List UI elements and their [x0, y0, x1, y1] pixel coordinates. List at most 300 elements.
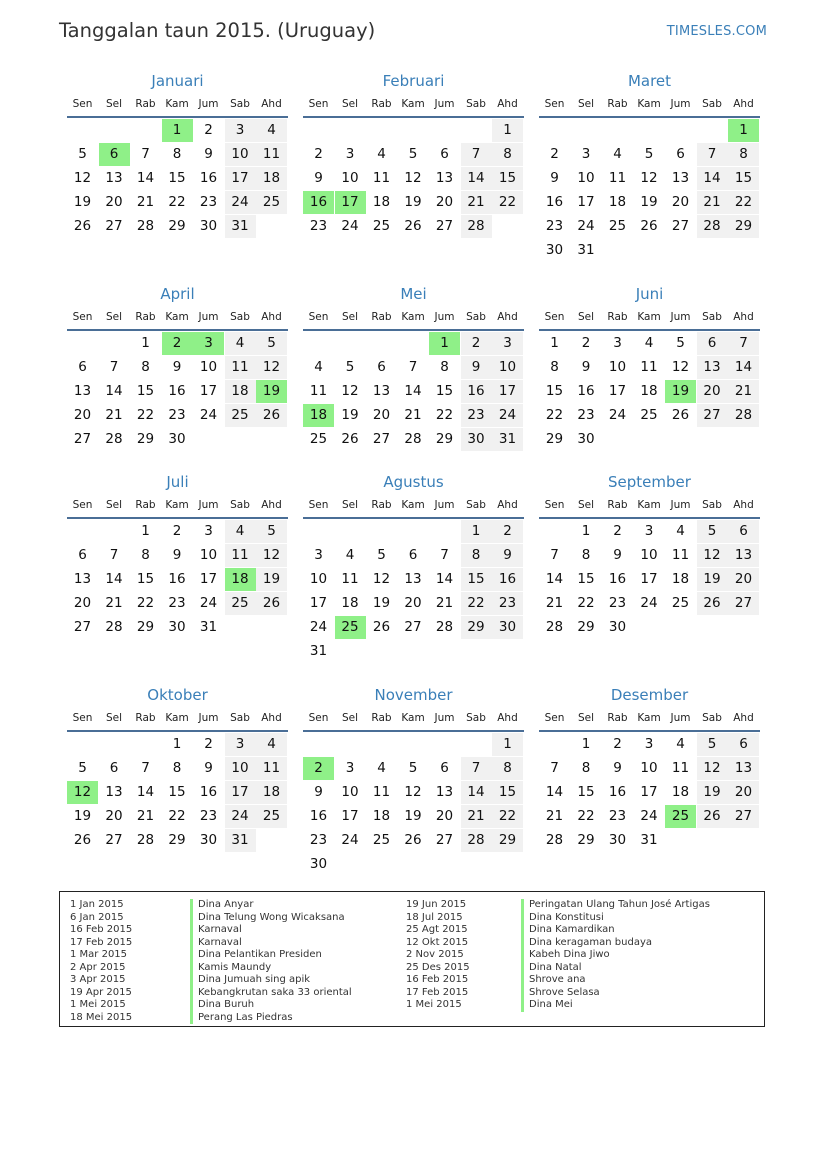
day-cell: 6 [676, 146, 685, 162]
month-header-rule [303, 329, 524, 331]
day-cell: 16 [608, 784, 627, 800]
weekday-label: Jum [434, 499, 455, 511]
day-cell: 18 [671, 784, 690, 800]
day-cell: 23 [168, 407, 186, 423]
day-cell: 31 [199, 619, 218, 635]
day-cell: 13 [697, 356, 728, 379]
day-cell: 13 [728, 544, 759, 567]
day-cell: 14 [461, 167, 492, 190]
day-cell: 31 [577, 242, 595, 258]
day-cell: 29 [435, 431, 454, 447]
day-cell: 26 [697, 805, 728, 828]
day-cell: 20 [372, 407, 391, 423]
month-title: Oktober [147, 686, 208, 704]
day-cell: 2 [314, 146, 323, 162]
weekday-label: Sab [230, 311, 250, 323]
day-cell: 15 [168, 170, 186, 186]
weekday-label: Sen [72, 311, 93, 323]
day-cell: 4 [314, 359, 323, 375]
day-cell: 31 [225, 829, 256, 852]
day-cell: 14 [545, 571, 564, 587]
day-cell: 10 [225, 757, 256, 780]
holiday-day-cell: 19 [256, 380, 287, 403]
day-cell: 20 [435, 808, 454, 824]
day-cell: 12 [256, 544, 287, 567]
day-cell: 27 [671, 218, 690, 234]
day-cell: 28 [728, 404, 759, 427]
day-cell: 21 [136, 194, 155, 210]
day-cell: 13 [73, 571, 92, 587]
legend-date: 16 Feb 2015 [70, 924, 133, 935]
day-cell: 2 [204, 736, 213, 752]
weekday-label: Sen [72, 712, 93, 724]
day-cell: 24 [225, 191, 256, 214]
legend-holiday-name: Dina Anyar [198, 899, 254, 910]
day-cell: 27 [404, 619, 422, 635]
day-cell: 24 [640, 808, 658, 824]
day-cell: 9 [613, 760, 622, 776]
day-cell: 2 [550, 146, 559, 162]
day-cell: 30 [168, 431, 186, 447]
day-cell: 10 [341, 170, 359, 186]
day-cell: 17 [577, 194, 595, 210]
legend-holiday-name: Kebangkrutan saka 33 oriental [198, 986, 352, 998]
day-cell: 25 [225, 592, 256, 615]
day-cell: 24 [225, 805, 256, 828]
weekday-label: Sab [466, 311, 486, 323]
day-cell: 16 [168, 383, 186, 399]
day-cell: 1 [492, 119, 523, 142]
day-cell: 8 [141, 359, 150, 375]
weekday-label: Sab [702, 499, 722, 511]
day-cell: 2 [204, 122, 213, 138]
day-cell: 11 [341, 571, 359, 587]
day-cell: 13 [435, 784, 454, 800]
day-cell: 23 [608, 808, 627, 824]
day-cell: 9 [314, 784, 323, 800]
legend-date: 1 Jan 2015 [70, 899, 124, 910]
day-cell: 3 [644, 736, 654, 752]
day-cell: 28 [105, 619, 123, 635]
month-title: Juni [635, 285, 664, 303]
day-cell: 4 [225, 332, 256, 355]
day-cell: 12 [341, 383, 359, 399]
weekday-label: Ahd [733, 712, 754, 724]
weekday-label: Rab [135, 311, 156, 323]
legend-holiday-name: Dina Mei [529, 999, 573, 1010]
day-cell: 15 [492, 781, 523, 804]
weekday-label: Jum [434, 98, 455, 110]
legend-right-names [521, 899, 710, 1012]
holiday-day-cell: 1 [728, 119, 759, 142]
day-cell: 25 [256, 191, 287, 214]
day-cell: 1 [581, 523, 591, 539]
day-cell: 24 [577, 218, 595, 234]
holiday-day-cell: 1 [162, 119, 193, 142]
day-cell: 26 [256, 404, 287, 427]
day-cell: 3 [225, 733, 256, 756]
day-cell: 10 [341, 784, 359, 800]
weekday-label: Rab [135, 712, 156, 724]
day-cell: 15 [136, 571, 155, 587]
day-cell: 23 [199, 194, 218, 210]
day-cell: 27 [728, 805, 759, 828]
legend-holiday-name: Dina Telung Wong Wicaksana [198, 911, 345, 923]
day-cell: 10 [640, 547, 658, 563]
day-cell: 23 [577, 407, 595, 423]
day-cell: 10 [199, 547, 218, 563]
month-header-rule [67, 329, 288, 331]
legend-right-dates [406, 899, 470, 1012]
day-cell: 30 [199, 218, 218, 234]
day-cell: 30 [461, 428, 492, 451]
day-cell: 27 [73, 431, 92, 447]
month-header-rule [303, 730, 524, 732]
weekday-label: Rab [371, 311, 392, 323]
holiday-day-cell: 25 [335, 616, 366, 639]
day-cell: 2 [172, 523, 182, 539]
day-cell: 28 [545, 619, 564, 635]
weekday-label: Rab [371, 712, 392, 724]
day-cell: 22 [492, 805, 523, 828]
day-cell: 12 [671, 359, 690, 375]
month-title: September [608, 473, 691, 491]
day-cell: 20 [697, 380, 728, 403]
legend-holiday-name: Dina keragaman budaya [529, 936, 653, 948]
day-cell: 20 [105, 194, 123, 210]
day-cell: 4 [377, 760, 386, 776]
legend-holiday-name: Dina Kamardikan [529, 924, 615, 935]
day-cell: 12 [372, 571, 391, 587]
day-cell: 27 [728, 592, 759, 615]
legend-date: 25 Agt 2015 [406, 924, 468, 935]
day-cell: 14 [728, 356, 759, 379]
day-cell: 6 [109, 760, 119, 776]
day-cell: 4 [256, 119, 287, 142]
day-cell: 30 [545, 242, 564, 258]
day-cell: 10 [608, 359, 627, 375]
day-cell: 7 [461, 757, 492, 780]
day-cell: 8 [141, 547, 150, 563]
day-cell: 24 [309, 619, 328, 635]
day-cell: 26 [372, 619, 391, 635]
day-cell: 25 [372, 218, 391, 234]
day-cell: 20 [105, 808, 123, 824]
day-cell: 3 [581, 146, 591, 162]
day-cell: 17 [225, 781, 256, 804]
day-cell: 5 [408, 146, 418, 162]
day-cell: 28 [545, 832, 564, 848]
day-cell: 9 [550, 170, 559, 186]
day-cell: 23 [309, 832, 328, 848]
day-cell: 4 [644, 335, 654, 351]
weekday-label: Kam [637, 98, 661, 110]
day-cell: 27 [435, 218, 454, 234]
day-cell: 25 [372, 832, 391, 848]
day-cell: 16 [309, 808, 328, 824]
day-cell: 29 [577, 619, 595, 635]
day-cell: 23 [309, 218, 328, 234]
weekday-label: Jum [670, 712, 691, 724]
month-title: Februari [382, 72, 445, 90]
day-cell: 9 [172, 359, 182, 375]
day-cell: 23 [608, 595, 627, 611]
legend-date: 2 Nov 2015 [406, 949, 464, 960]
day-cell: 3 [492, 332, 523, 355]
weekday-label: Sen [308, 499, 329, 511]
day-cell: 26 [256, 592, 287, 615]
day-cell: 12 [256, 356, 287, 379]
day-cell: 8 [461, 544, 492, 567]
weekday-label: Ahd [497, 311, 518, 323]
day-cell: 5 [697, 520, 728, 543]
day-cell: 20 [435, 194, 454, 210]
legend-holiday-name: Dina Natal [529, 961, 582, 973]
day-cell: 17 [492, 380, 523, 403]
day-cell: 9 [172, 547, 182, 563]
day-cell: 29 [545, 431, 564, 447]
day-cell: 11 [372, 784, 391, 800]
day-cell: 19 [372, 595, 391, 611]
day-cell: 21 [404, 407, 422, 423]
day-cell: 28 [435, 619, 454, 635]
weekday-label: Sen [308, 311, 329, 323]
weekday-label: Sab [702, 712, 722, 724]
weekday-label: Sel [577, 98, 595, 110]
day-cell: 21 [545, 808, 564, 824]
day-cell: 25 [256, 805, 287, 828]
day-cell: 29 [728, 215, 759, 238]
day-cell: 21 [697, 191, 728, 214]
day-cell: 14 [435, 571, 454, 587]
weekday-label: Rab [371, 98, 392, 110]
day-cell: 15 [435, 383, 454, 399]
legend-date: 25 Des 2015 [406, 961, 470, 973]
day-cell: 4 [676, 523, 685, 539]
day-cell: 16 [199, 784, 218, 800]
day-cell: 29 [461, 616, 492, 639]
weekday-label: Rab [135, 499, 156, 511]
weekday-label: Jum [198, 712, 219, 724]
day-cell: 13 [105, 170, 123, 186]
holiday-legend [59, 891, 765, 1027]
day-cell: 18 [256, 781, 287, 804]
day-cell: 9 [461, 356, 492, 379]
legend-holiday-name: Dina Pelantikan Presiden [198, 949, 322, 960]
weekday-label: Ahd [261, 712, 282, 724]
day-cell: 7 [141, 146, 150, 162]
day-cell: 21 [461, 191, 492, 214]
day-cell: 14 [136, 170, 155, 186]
day-cell: 7 [550, 760, 559, 776]
day-cell: 19 [73, 808, 92, 824]
weekday-label: Sen [544, 499, 565, 511]
weekday-label: Sab [466, 712, 486, 724]
day-cell: 1 [461, 520, 492, 543]
day-cell: 11 [372, 170, 391, 186]
day-cell: 11 [640, 359, 658, 375]
legend-date: 2 Apr 2015 [70, 961, 126, 973]
day-cell: 7 [109, 547, 119, 563]
day-cell: 25 [225, 404, 256, 427]
day-cell: 2 [581, 335, 591, 351]
day-cell: 6 [377, 359, 386, 375]
legend-holiday-name: Karnaval [198, 936, 242, 948]
legend-holiday-name: Dina Konstitusi [529, 911, 604, 923]
day-cell: 7 [440, 547, 449, 563]
day-cell: 29 [168, 218, 186, 234]
holiday-day-cell: 12 [67, 781, 98, 804]
day-cell: 20 [404, 595, 422, 611]
day-cell: 12 [697, 757, 728, 780]
weekday-label: Ahd [733, 311, 754, 323]
legend-date: 18 Mei 2015 [70, 1011, 133, 1023]
day-cell: 28 [136, 832, 155, 848]
weekday-label: Sel [577, 712, 595, 724]
day-cell: 10 [640, 760, 658, 776]
legend-holiday-name: Shrove Selasa [529, 986, 600, 998]
day-cell: 26 [404, 832, 422, 848]
weekday-label: Kam [165, 712, 189, 724]
day-cell: 18 [341, 595, 359, 611]
month-header-rule [539, 730, 760, 732]
legend-holiday-name: Kamis Maundy [198, 961, 272, 973]
legend-date: 17 Feb 2015 [406, 986, 469, 998]
month-header-rule [67, 730, 288, 732]
day-cell: 22 [728, 191, 759, 214]
month-header-rule [303, 517, 524, 519]
day-cell: 27 [73, 619, 92, 635]
day-cell: 20 [728, 568, 759, 591]
day-cell: 5 [377, 547, 386, 563]
weekday-label: Sel [105, 499, 123, 511]
day-cell: 4 [676, 736, 685, 752]
month-title: November [374, 686, 453, 704]
day-cell: 17 [608, 383, 627, 399]
day-cell: 28 [105, 431, 123, 447]
day-cell: 31 [309, 643, 328, 659]
day-cell: 21 [105, 595, 123, 611]
day-cell: 4 [345, 547, 355, 563]
month-header-rule [539, 329, 760, 331]
day-cell: 17 [309, 595, 328, 611]
day-cell: 11 [671, 547, 690, 563]
day-cell: 9 [492, 544, 523, 567]
legend-date: 12 Okt 2015 [406, 936, 469, 948]
day-cell: 19 [404, 194, 422, 210]
legend-holiday-name: Peringatan Ulang Tahun José Artigas [529, 899, 710, 910]
day-cell: 22 [461, 592, 492, 615]
day-cell: 20 [73, 595, 92, 611]
day-cell: 17 [225, 167, 256, 190]
holiday-day-cell: 19 [665, 380, 696, 403]
weekday-label: Sab [702, 98, 722, 110]
day-cell: 21 [728, 380, 759, 403]
legend-holiday-name: Perang Las Piedras [198, 1011, 293, 1023]
weekday-label: Jum [434, 311, 455, 323]
legend-holiday-name: Kabeh Dina Jiwo [529, 949, 610, 960]
weekday-label: Kam [637, 712, 661, 724]
weekday-label: Jum [670, 98, 691, 110]
day-cell: 11 [608, 170, 627, 186]
weekday-label: Sab [230, 712, 250, 724]
day-cell: 19 [256, 568, 287, 591]
day-cell: 16 [577, 383, 595, 399]
day-cell: 30 [309, 856, 328, 872]
day-cell: 7 [408, 359, 418, 375]
day-cell: 3 [225, 119, 256, 142]
day-cell: 21 [136, 808, 155, 824]
weekday-label: Sab [230, 98, 250, 110]
legend-left-dates [70, 899, 132, 1024]
day-cell: 20 [671, 194, 690, 210]
weekday-label: Sel [577, 499, 595, 511]
day-cell: 10 [225, 143, 256, 166]
weekday-label: Ahd [261, 98, 282, 110]
weekday-label: Kam [165, 98, 189, 110]
day-cell: 23 [199, 808, 218, 824]
legend-date: 17 Feb 2015 [70, 936, 133, 948]
month-header-rule [539, 517, 760, 519]
day-cell: 11 [256, 757, 287, 780]
day-cell: 28 [136, 218, 155, 234]
day-cell: 23 [545, 218, 564, 234]
day-cell: 16 [199, 170, 218, 186]
day-cell: 14 [697, 167, 728, 190]
day-cell: 14 [404, 383, 422, 399]
day-cell: 24 [341, 832, 359, 848]
weekday-label: Kam [401, 98, 425, 110]
day-cell: 2 [613, 736, 622, 752]
day-cell: 21 [461, 805, 492, 828]
holiday-day-cell: 16 [303, 191, 334, 214]
legend-holiday-name: Karnaval [198, 924, 242, 935]
holiday-day-cell: 18 [225, 568, 256, 591]
weekday-label: Sen [72, 499, 93, 511]
weekday-label: Jum [670, 311, 691, 323]
day-cell: 23 [168, 595, 186, 611]
weekday-label: Kam [401, 311, 425, 323]
day-cell: 15 [168, 784, 186, 800]
day-cell: 7 [109, 359, 119, 375]
day-cell: 13 [105, 784, 123, 800]
day-cell: 2 [492, 520, 523, 543]
day-cell: 27 [697, 404, 728, 427]
day-cell: 25 [640, 407, 658, 423]
day-cell: 12 [404, 170, 422, 186]
day-cell: 10 [199, 359, 218, 375]
day-cell: 29 [136, 619, 155, 635]
weekday-label: Jum [198, 499, 219, 511]
day-cell: 30 [492, 616, 523, 639]
day-cell: 5 [256, 332, 287, 355]
legend-date: 3 Apr 2015 [70, 974, 126, 985]
day-cell: 5 [256, 520, 287, 543]
day-cell: 8 [581, 547, 591, 563]
legend-holiday-name: Dina Jumuah sing apik [198, 974, 311, 985]
day-cell: 21 [545, 595, 564, 611]
day-cell: 30 [577, 431, 595, 447]
site-link[interactable]: TIMESLES.COM [666, 24, 767, 39]
day-cell: 6 [728, 733, 759, 756]
day-cell: 14 [545, 784, 564, 800]
holiday-day-cell: 2 [303, 757, 334, 780]
day-cell: 25 [309, 431, 328, 447]
day-cell: 11 [256, 143, 287, 166]
weekday-label: Kam [165, 311, 189, 323]
weekday-label: Sab [702, 311, 722, 323]
day-cell: 15 [728, 167, 759, 190]
